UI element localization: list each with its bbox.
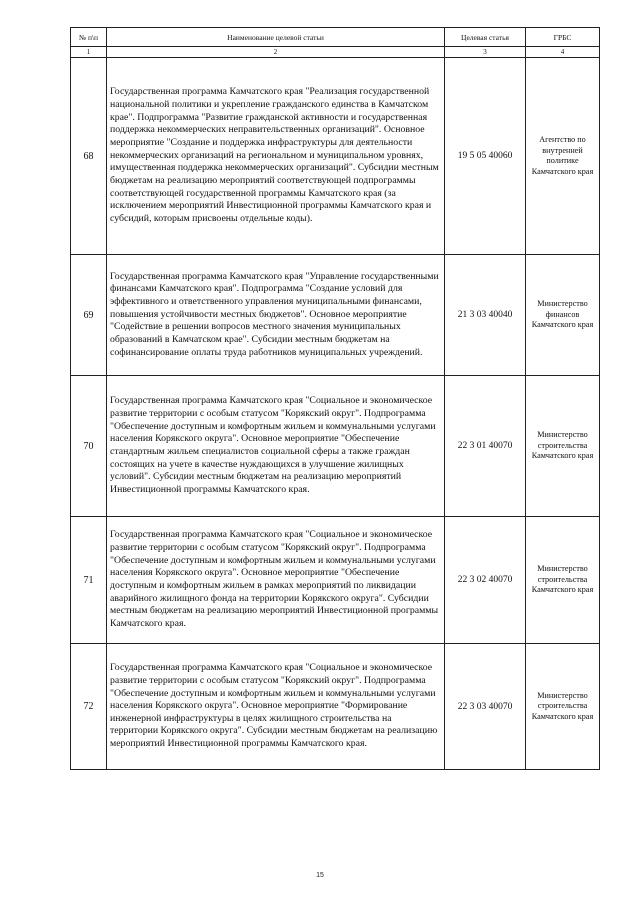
target-item-name: Государственная программа Камчатского края "Реализация государственной национальной политики и укрепление гражданского единства в Камчатском крае". Подпрограмма "Развитие гражданской активности и государственная поддержка некоммерческих неправительственных организаций". Основное мероприятие "Создание и поддержка инфраструктуры для деятельности некоммерческих организаций на региональном и муниципальном уровнях, имущественная поддержка некоммерческих организаций". Субсидии местным бюджетам на реализацию мероприятий соответствующей подпрограммы соответствующей государственной программы Камчатского края (за исключением мероприятий Инвестиционной программы Камчатского края и субсидий, которым присвоены отдельные коды). — [107, 58, 445, 255]
budget-administrator: Агентство по внутренней политике Камчатского края — [526, 58, 600, 255]
target-item-code: 19 5 05 40060 — [445, 58, 526, 255]
row-number: 68 — [71, 58, 107, 255]
row-number: 69 — [71, 255, 107, 376]
table-row — [71, 376, 600, 517]
column-number: 2 — [107, 47, 445, 58]
budget-administrator: Министерство строительства Камчатского края — [526, 376, 600, 517]
column-number: 1 — [71, 47, 107, 58]
header-name: Наименование целевой статьи — [107, 28, 445, 47]
table-row — [71, 644, 600, 770]
row-number: 70 — [71, 376, 107, 517]
target-item-code: 22 3 01 40070 — [445, 376, 526, 517]
column-number-row — [71, 47, 600, 58]
header-code: Целевая статья — [445, 28, 526, 47]
column-number: 3 — [445, 47, 526, 58]
budget-items-table — [70, 27, 600, 770]
column-number: 4 — [526, 47, 600, 58]
budget-administrator: Министерство финансов Камчатского края — [526, 255, 600, 376]
table-row — [71, 58, 600, 255]
target-item-name: Государственная программа Камчатского края "Социальное и экономическое развитие территории с особым статусом "Корякский округ". Подпрограмма "Обеспечение доступным и комфортным жильем и коммунальными услугами населения Корякского округа". Основное мероприятие "Формирование инженерной инфраструктуры в целях жилищного строительства на территории Корякского округа". Субсидии местным бюджетам на реализацию мероприятий Инвестиционной программы Камчатского края. — [107, 644, 445, 770]
target-item-code: 22 3 02 40070 — [445, 517, 526, 644]
target-item-name: Государственная программа Камчатского края "Социальное и экономическое развитие территории с особым статусом "Корякский округ". Подпрограмма "Обеспечение доступным и комфортным жильем и коммунальными услугами населения Корякского округа". Основное мероприятие "Обеспечение доступным и комфортным жильем в рамках мероприятий по ликвидации аварийного жилищного фонда на территории Корякского округа". Субсидии местным бюджетам на реализацию мероприятий Инвестиционной программы Камчатского края. — [107, 517, 445, 644]
target-item-code: 22 3 03 40070 — [445, 644, 526, 770]
page-number: 15 — [316, 872, 324, 879]
target-item-code: 21 3 03 40040 — [445, 255, 526, 376]
row-number: 72 — [71, 644, 107, 770]
header-grbs: ГРБС — [526, 28, 600, 47]
budget-administrator: Министерство строительства Камчатского края — [526, 517, 600, 644]
budget-administrator: Министерство строительства Камчатского края — [526, 644, 600, 770]
table-header-row — [71, 28, 600, 47]
target-item-name: Государственная программа Камчатского края "Социальное и экономическое развитие территории с особым статусом "Корякский округ". Подпрограмма "Обеспечение доступным и комфортным жильем и коммунальными услугами населения Корякского округа". Основное мероприятие "Обеспечение стандартным жильем специалистов социальной сферы а также граждан состоящих на учете в качестве нуждающихся в улучшение жилищных условий". Субсидии местным бюджетам на реализацию мероприятий Инвестиционной программы Камчатского края. — [107, 376, 445, 517]
table-row — [71, 255, 600, 376]
header-num: № п\п — [71, 28, 107, 47]
target-item-name: Государственная программа Камчатского края "Управление государственными финансами Камчатского края". Подпрограмма "Создание условий для эффективного и ответственного управления муниципальными финансами, повышения устойчивости местных бюджетов". Основное мероприятие "Содействие в решении вопросов местного значения муниципальных образований в Камчатском крае". Субсидии местным бюджетам на софинансирование оплаты труда работников муниципальных учреждений. — [107, 255, 445, 376]
row-number: 71 — [71, 517, 107, 644]
table-row — [71, 517, 600, 644]
